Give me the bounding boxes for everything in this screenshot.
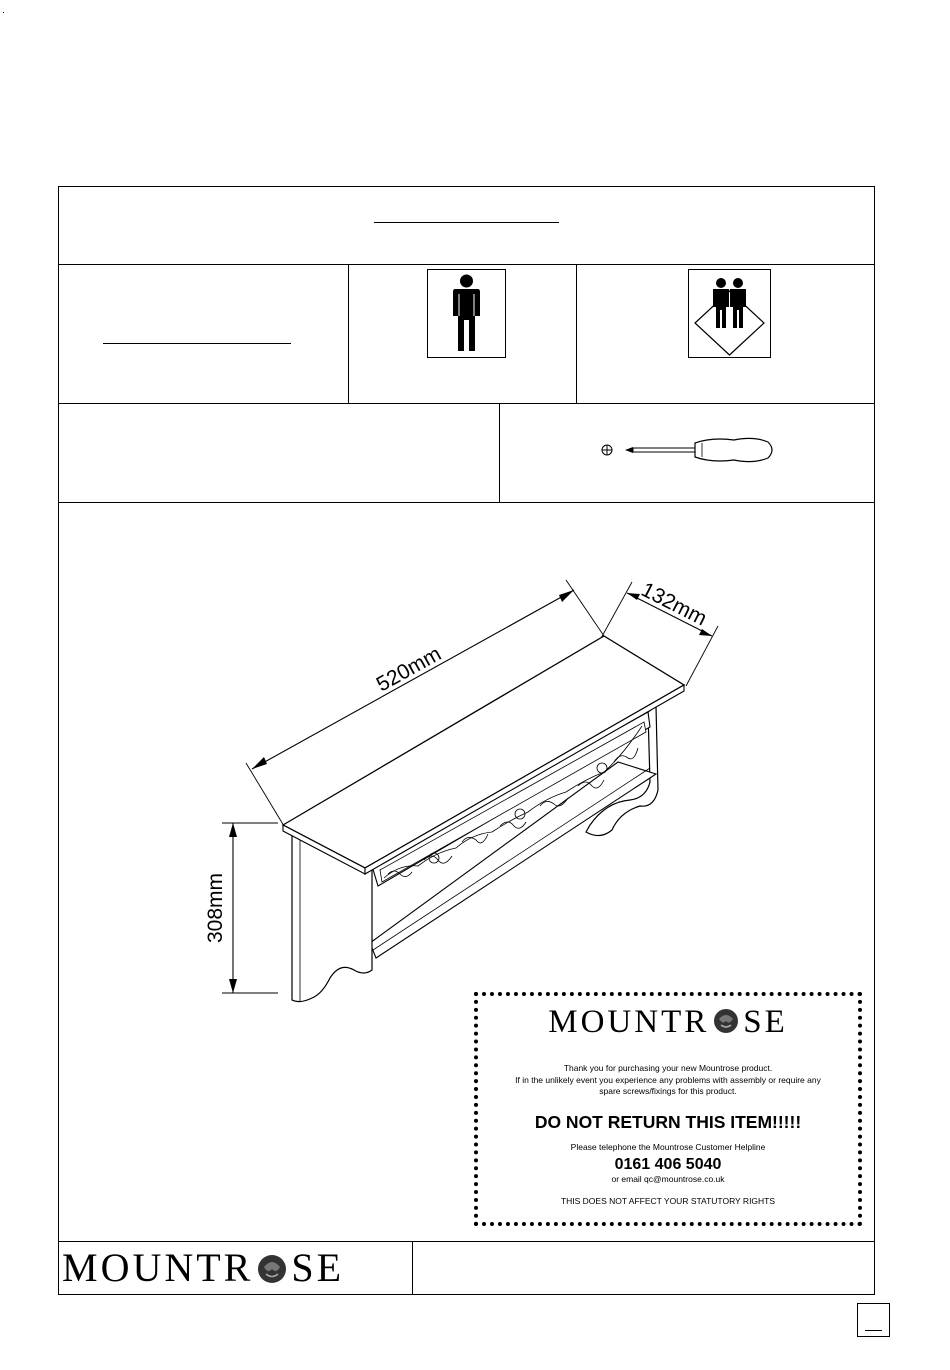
depth-dimension-label: 132mm bbox=[637, 578, 711, 631]
divider-people-col2 bbox=[576, 264, 577, 403]
do-not-return-warning: DO NOT RETURN THIS ITEM!!!!! bbox=[534, 1112, 802, 1132]
divider-tools-col bbox=[499, 403, 500, 502]
page-number-box bbox=[857, 1303, 890, 1337]
helpline-spares-text: spare screws/fixings for this product. bbox=[599, 1086, 737, 1096]
phillips-screwdriver-icon bbox=[598, 434, 778, 468]
footer-brand-logo bbox=[62, 1246, 408, 1290]
corner-mark bbox=[3, 12, 4, 13]
divider-footer-row bbox=[58, 1241, 875, 1242]
helpline-brand-logo bbox=[478, 1004, 858, 1044]
code-blank-line bbox=[103, 343, 291, 344]
height-dimension-label: 308mm bbox=[204, 872, 227, 944]
divider-title-row bbox=[58, 264, 875, 265]
statutory-rights-text: THIS DOES NOT AFFECT YOUR STATUTORY RIGHTS bbox=[560, 1196, 776, 1206]
two-person-lift-icon bbox=[688, 269, 771, 358]
helpline-problem-text: If in the unlikely event you experience any problems with assembly or require any bbox=[515, 1075, 821, 1085]
wall-shelf-diagram bbox=[190, 575, 730, 1015]
helpline-phone-number: 0161 406 5040 bbox=[614, 1156, 722, 1173]
divider-footer-col bbox=[412, 1241, 413, 1295]
helpline-email: or email qc@mountrose.co.uk bbox=[611, 1174, 725, 1184]
page-number-blank-line bbox=[865, 1330, 882, 1331]
footer-brand-text-end: SE bbox=[291, 1245, 345, 1290]
divider-people-col1 bbox=[348, 264, 349, 403]
helpline-brand-text: MOUNTR bbox=[548, 1004, 710, 1040]
rose-icon bbox=[711, 1007, 741, 1035]
width-dimension-label: 520mm bbox=[372, 642, 446, 697]
title-blank-line bbox=[374, 222, 559, 223]
helpline-call-text: Please telephone the Mountrose Customer Helpline bbox=[570, 1142, 766, 1152]
single-person-icon bbox=[427, 269, 506, 358]
footer-brand-text: MOUNTR bbox=[62, 1245, 254, 1290]
divider-people-row bbox=[58, 403, 875, 404]
divider-tools-row bbox=[58, 502, 875, 503]
helpline-thanks-text: Thank you for purchasing your new Mountrose product. bbox=[563, 1063, 773, 1073]
helpline-brand-text-end: SE bbox=[743, 1004, 788, 1040]
customer-helpline-box bbox=[474, 992, 862, 1226]
footer-rose-icon bbox=[255, 1253, 289, 1285]
